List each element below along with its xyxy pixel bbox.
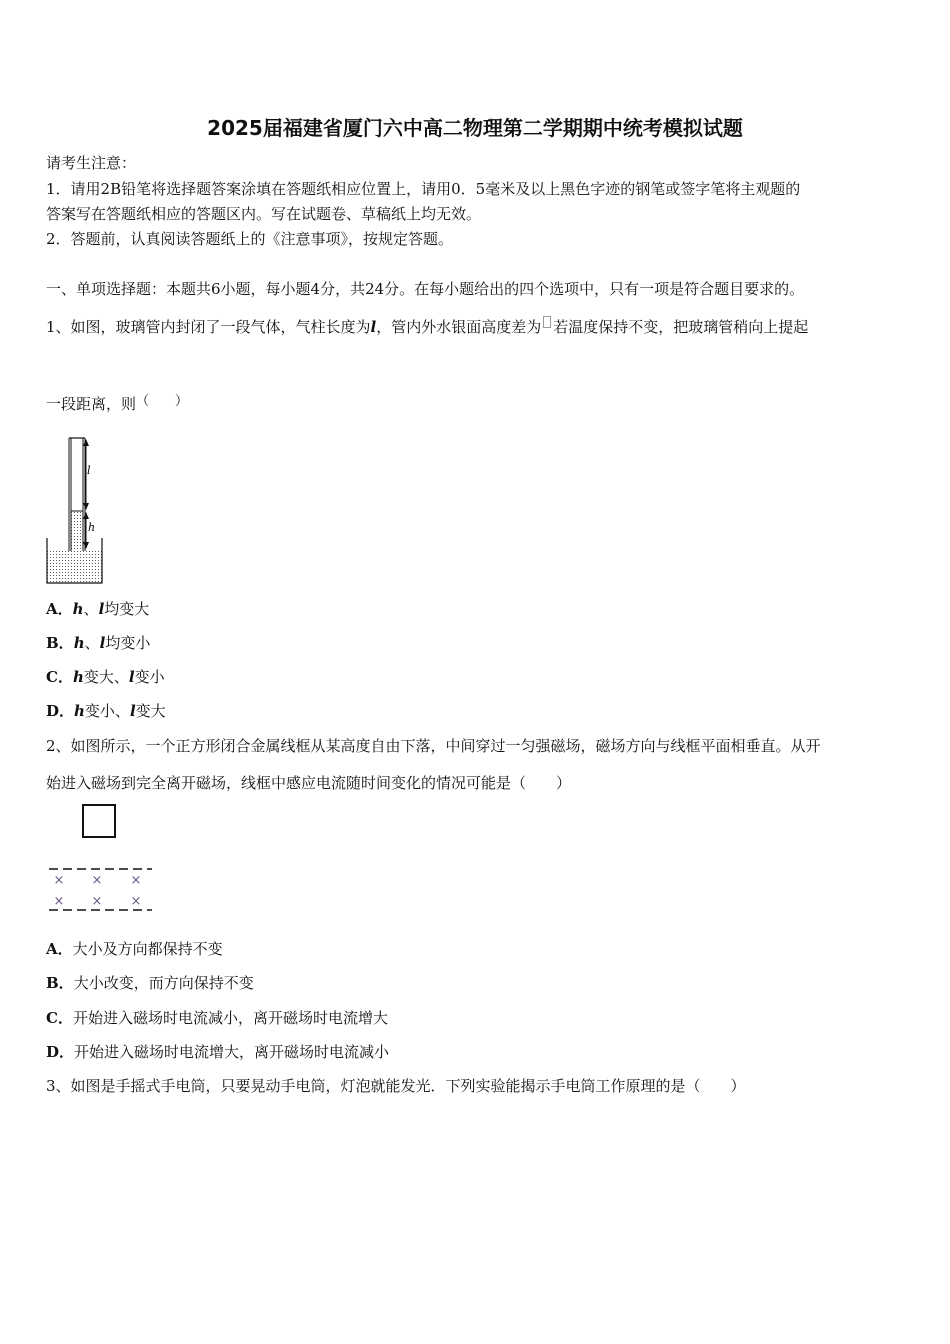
q1-answer-paren: （ ） xyxy=(136,394,189,409)
option-label: B． xyxy=(46,634,74,652)
option-var-l: l xyxy=(129,702,136,720)
field-mark-icon: × xyxy=(53,873,65,888)
notice-heading: 请考生注意： xyxy=(46,154,137,172)
q2-stem-line-2: 始进入磁场到完全离开磁场，线框中感应电流随时间变化的情况可能是（ ） xyxy=(46,774,572,792)
q1-stem-part-d: 一段距离，则 xyxy=(46,395,137,413)
option-text: 大小及方向都保持不变 xyxy=(72,940,223,958)
fig-label-h: h xyxy=(88,521,96,534)
option-sep: 、 xyxy=(84,634,100,652)
q1-stem-part-a: 1、如图，玻璃管内封闭了一段气体，气柱长度为 xyxy=(46,318,371,336)
q2-option-d[interactable] xyxy=(46,1041,389,1062)
option-label: C． xyxy=(46,668,73,686)
option-text: 变小 xyxy=(134,668,165,686)
option-label: A． xyxy=(46,940,73,958)
option-label: D． xyxy=(46,1043,75,1061)
q1-tube-figure xyxy=(46,436,108,586)
page-title: 2025届福建省厦门六中高二物理第二学期期中统考模拟试题 xyxy=(207,116,743,140)
q1-option-b[interactable] xyxy=(46,632,150,653)
option-var-l: l xyxy=(98,600,105,618)
option-mid: 变大、 xyxy=(83,668,129,686)
option-label: C． xyxy=(46,1009,73,1027)
option-var-l: l xyxy=(99,634,106,652)
option-text: 变大 xyxy=(135,702,166,720)
q2-stem-line-1: 2、如图所示，一个正方形闭合金属线框从某高度自由下落，中间穿过一匀强磁场，磁场方向与线框平面相垂直。从开 xyxy=(46,737,821,755)
option-text: 均变大 xyxy=(104,600,150,618)
q1-option-d[interactable] xyxy=(46,700,166,721)
q2-magnetic-field-figure xyxy=(46,802,156,917)
fig-label-l: l xyxy=(87,464,91,477)
q1-option-c[interactable] xyxy=(46,666,165,687)
option-text: 开始进入磁场时电流减小，离开磁场时电流增大 xyxy=(72,1009,388,1027)
q1-stem-line-2 xyxy=(46,390,188,414)
q1-stem-part-c: 若温度保持不变，把玻璃管稍向上提起 xyxy=(553,318,809,336)
field-mark-icon: × xyxy=(130,894,142,909)
option-sep: 、 xyxy=(83,600,99,618)
q1-stem-part-b: ，管内外水银面高度差为 xyxy=(376,318,542,336)
q2-option-a[interactable] xyxy=(46,938,223,959)
option-label: D． xyxy=(46,702,75,720)
field-mark-icon: × xyxy=(91,873,103,888)
q3-stem: 3、如图是手摇式手电筒，只要晃动手电筒，灯泡就能发光．下列实验能揭示手电筒工作原理的是（ ） xyxy=(46,1077,746,1095)
option-var-h: h xyxy=(74,702,85,720)
q1-option-a[interactable] xyxy=(46,598,149,619)
formula-placeholder-icon xyxy=(543,316,551,328)
q2-option-b[interactable] xyxy=(46,972,254,993)
option-label: B． xyxy=(46,974,74,992)
option-text: 均变小 xyxy=(105,634,151,652)
q1-var-l: l xyxy=(370,318,377,336)
square-coil xyxy=(83,805,115,837)
notice-line-1: 1．请用2B铅笔将选择题答案涂填在答题纸相应位置上，请用0．5毫米及以上黑色字迹的钢笔或签字笔将主观题的 xyxy=(46,180,801,198)
option-var-l: l xyxy=(128,668,135,686)
notice-line-2: 答案写在答题纸相应的答题区内。写在试题卷、草稿纸上均无效。 xyxy=(46,205,482,223)
option-mid: 变小、 xyxy=(84,702,130,720)
section-heading: 一、单项选择题：本题共6小题，每小题4分，共24分。在每小题给出的四个选项中，只有一项是符合题目要求的。 xyxy=(46,280,805,298)
option-label: A． xyxy=(46,600,73,618)
option-var-h: h xyxy=(73,634,85,652)
field-mark-icon: × xyxy=(130,873,142,888)
glass-tube xyxy=(69,438,85,551)
field-mark-icon: × xyxy=(53,894,65,909)
option-var-h: h xyxy=(72,600,84,618)
field-mark-icon: × xyxy=(91,894,103,909)
q2-option-c[interactable] xyxy=(46,1007,388,1028)
option-var-h: h xyxy=(72,668,84,686)
notice-line-3: 2．答题前，认真阅读答题纸上的《注意事项》，按规定答题。 xyxy=(46,230,454,248)
q1-stem-line-1 xyxy=(46,316,808,337)
option-text: 大小改变，而方向保持不变 xyxy=(73,974,254,992)
option-text: 开始进入磁场时电流增大，离开磁场时电流减小 xyxy=(74,1043,390,1061)
